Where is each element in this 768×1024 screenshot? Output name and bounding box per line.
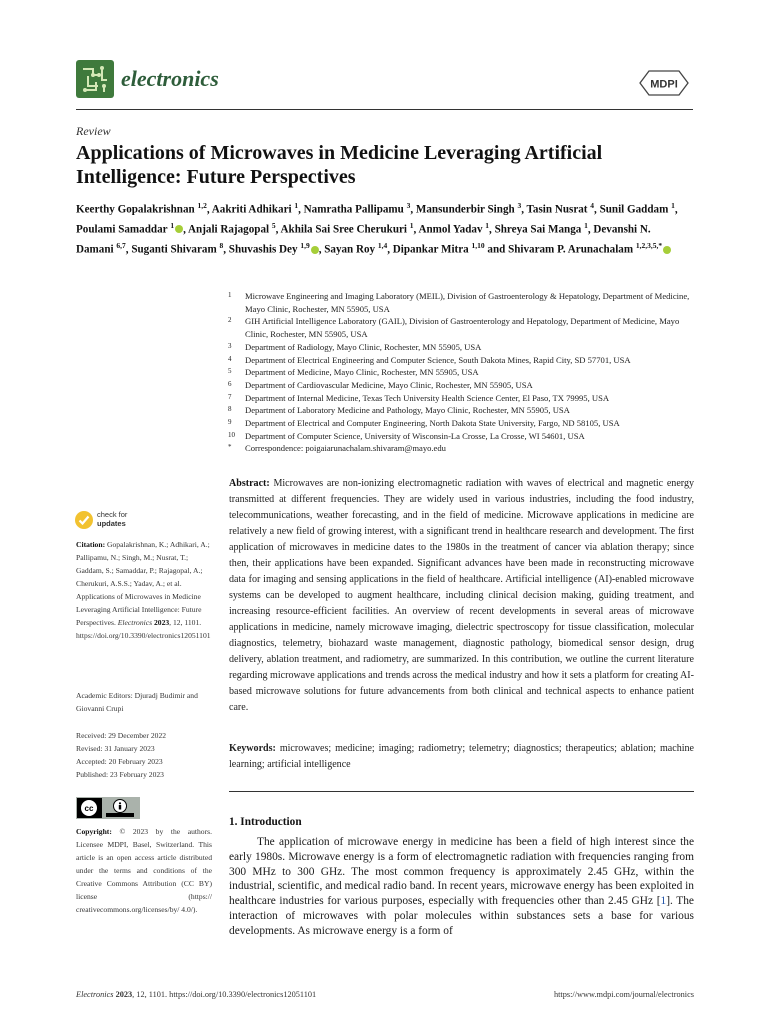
author-separator: , [674, 203, 678, 216]
citation-year: 2023 [153, 618, 170, 627]
citation-block [76, 538, 216, 642]
section-rule [229, 791, 694, 792]
author-name[interactable]: Sunil Gaddam [599, 203, 669, 216]
section-heading-introduction: 1. Introduction [229, 816, 302, 828]
citation-text: Gopalakrishnan, K.; Adhikari, A.; Pallipamu, N.; Singh, M.; Nusrat, T.; Gaddam, S.; Samaddar, P.; Rajagopal, A.; Cherukuri, A.S.S.; Yadav, A.; et al. Applications of Microwaves in Medicine Leveraging Artificial Intelligence: Future Perspectives. [76, 540, 210, 627]
author-affiliation-marker: 3 [517, 201, 522, 210]
author-name[interactable]: Devanshi N. Damani [76, 223, 651, 257]
article-title: Applications of Microwaves in Medicine Leveraging Artificial Intelligence: Future Perspectives [76, 142, 603, 188]
affiliation-number: 10 [228, 430, 235, 439]
citation-journal: Electronics [117, 618, 153, 627]
affiliation-item [228, 392, 696, 405]
affiliation-item [228, 341, 696, 354]
affiliation-item [228, 417, 696, 430]
author-affiliation-marker: 1 [170, 221, 175, 231]
affiliation-number: * [228, 443, 232, 452]
author-affiliation-marker: 1 [671, 201, 675, 210]
affiliation-item [228, 315, 696, 340]
author-affiliation-marker: 1 [485, 221, 490, 231]
author-affiliation-marker: 8 [219, 241, 224, 251]
reference-link[interactable]: 1 [660, 895, 667, 908]
citation-label: Citation: [76, 540, 106, 549]
affiliation-item [228, 366, 696, 379]
author-separator: , [413, 223, 419, 236]
author-name[interactable]: Aakriti Adhikari [211, 203, 292, 216]
affiliation-text: Department of Internal Medicine, Texas Tech University Health Science Center, El Paso, TX 79995, USA [245, 392, 610, 403]
footer-rest[interactable]: , 12, 1101. https://doi.org/10.3390/electronics12051101 [132, 990, 317, 999]
mdpi-logo-text: MDPI [650, 78, 678, 91]
mdpi-logo-icon [639, 70, 689, 96]
author-affiliation-marker: 1,9 [300, 241, 310, 251]
cc-by-license-icon[interactable] [76, 797, 140, 819]
affiliation-text: Department of Computer Science, University of Wisconsin-La Crosse, La Crosse, WI 54601, USA [245, 430, 585, 441]
check-for-updates-icon[interactable] [74, 510, 94, 530]
affiliation-item [228, 430, 696, 443]
author-separator: , [521, 203, 527, 216]
author-affiliation-marker: 5 [271, 221, 276, 231]
author-name[interactable]: Suganti Shivaram [131, 244, 217, 257]
author-separator: and [484, 244, 509, 257]
author-separator: , [387, 244, 393, 257]
academic-editors: Academic Editors: Djuradj Budimir and Giovanni Crupi [76, 691, 198, 713]
footer-citation [76, 990, 316, 999]
author-name[interactable]: Namratha Pallipamu [303, 203, 404, 216]
affiliation-number: 7 [228, 392, 232, 401]
affiliation-text: Department of Electrical and Computer Engineering, North Dakota State University, Fargo, ND 58105, USA [245, 418, 620, 429]
affiliation-text: Department of Laboratory Medicine and Pathology, Mayo Clinic, Rochester, MN 55905, USA [245, 405, 570, 416]
author-name[interactable]: Keerthy Gopalakrishnan [76, 203, 195, 216]
affiliation-text: GIH Artificial Intelligence Laboratory (GAIL), Division of Gastroenterology and Hepatology, Department of Medicine, Mayo Clinic, Rochester, MN 55905, USA [245, 316, 680, 340]
author-separator: , [489, 223, 495, 236]
affiliation-text: Department of Electrical Engineering and Computer Science, South Dakota Mines, Rapid City, SD 57701, USA [245, 354, 631, 365]
affiliation-text: Department of Radiology, Mayo Clinic, Rochester, MN 55905, USA [245, 341, 482, 352]
author-separator: , [410, 203, 416, 216]
author-affiliation-marker: 3 [406, 201, 411, 210]
abstract-text: Microwaves are non-ionizing electromagnetic radiation with waves of electrical and magnetic energy transmitted at different frequencies. They are widely used in various industries, including the food industry, telecommunications, weather forecasting, and in the field of medicine. Microwave applications in medicine are relatively a new field of growing interest, with a significant trend in healthcare research and development. The first application of microwaves in medicine dates to the 1980s in the treatment of cancer via ablation therapy; since then, their applications have been expanded. Significant advances have been made in reconstructing microwave data for imaging and sensing applications in the field of healthcare. Artificial intelligence (AI)-enabled microwave systems can be developed to augment healthcare, including clinical decision making, guiding treatment, and increasing resource-efficient facilities. An overview of recent developments in several areas of microwave applications in medicine, namely microwave imaging, dielectric spectroscopy for tissue classification, molecular diagnostics, telemetry, biohazard waste management, diagnostic pathology, biomedical sensor design, drug delivery, ablation treatment, and radiometry, are summarized. In this contribution, we outline the current literature regarding microwave applications and trends across the medical industry and how it sets a platform for creating AI-based microwave solutions for future advancements from both clinical and technical aspects to enhance patient care. [229, 478, 695, 713]
affiliation-item [228, 354, 696, 367]
author-name[interactable]: Anjali Rajagopal [188, 223, 270, 236]
copyright-label: Copyright: [76, 827, 112, 836]
dates-block [76, 729, 216, 781]
keywords-text: microwaves; medicine; imaging; radiometry; telemetry; diagnostics; therapeutics; ablation; machine learning; artificial intelligence [229, 743, 695, 770]
author-name[interactable]: Dipankar Mitra [392, 244, 469, 257]
author-affiliation-marker: 1,10 [471, 241, 485, 251]
author-affiliation-marker: 4 [590, 201, 595, 210]
author-separator: , [594, 203, 600, 216]
copyright-text: © 2023 by the authors. Licensee MDPI, Basel, Switzerland. This article is an open access article distributed under the terms and conditions of the Creative Commons Attribution (CC BY) license (https:// creativecommons.org/licenses/by/ 4.0/). [76, 827, 212, 914]
author-affiliation-marker: 1,2 [197, 201, 207, 210]
footer-year: 2023 [115, 990, 133, 999]
journal-name: electronics [121, 66, 219, 91]
check-updates-line1: check for [97, 510, 128, 519]
citation-rest[interactable]: , 12, 1101. https://doi.org/10.3390/electronics12051101 [76, 618, 211, 640]
intro-text-2: ]. The interaction of microwaves with polar molecules within substances sets a base for various developments. As microwave energy is a form of [229, 895, 694, 937]
author-name[interactable]: Akhila Sai Sree Cherukuri [280, 223, 408, 236]
affiliation-text: Department of Medicine, Mayo Clinic, Rochester, MN 55905, USA [245, 367, 479, 378]
author-name[interactable]: Mansunderbir Singh [415, 203, 515, 216]
affiliation-item [228, 379, 696, 392]
footer-journal: Electronics [76, 990, 114, 999]
abstract [229, 476, 694, 716]
orcid-icon[interactable] [311, 246, 319, 254]
author-separator: , [183, 223, 189, 236]
intro-text-1: The application of microwave energy in medicine has been a field of high interest since the early 1980s. Microwave energy is a form of electromagnetic radiation with frequencies ranging from 300 MHz to 300 GHz. The most common frequency is approximately 2.45 GHz, within the industrial, scientific, and medical radio band. In recent years, microwave energy has been exploited in healthcare industries for various purposes, especially with frequencies other than 2.45 GHz [ [229, 836, 694, 908]
introduction-paragraph [229, 835, 694, 939]
affiliation-number: 8 [228, 405, 232, 414]
affiliation-number: 3 [228, 341, 232, 350]
abstract-label: Abstract: [229, 478, 270, 489]
author-affiliation-marker: 1 [584, 221, 588, 231]
author-affiliation-marker: 1 [409, 221, 414, 231]
author-separator: , [206, 203, 212, 216]
author-separator: , [587, 223, 594, 236]
author-name[interactable]: Shuvashis Dey [228, 244, 298, 257]
author-separator: , [125, 244, 132, 257]
keywords-label: Keywords: [229, 743, 276, 754]
affiliation-item [228, 404, 696, 417]
copyright-block [76, 825, 212, 916]
svg-text:cc: cc [84, 804, 94, 813]
author-list [76, 198, 693, 259]
affiliation-number: 5 [228, 367, 232, 376]
author-name[interactable]: Poulami Samaddar [76, 223, 168, 236]
affiliation-item [228, 442, 696, 455]
author-name[interactable]: Tasin Nusrat [526, 203, 588, 216]
author-name[interactable]: Shivaram P. Arunachalam [508, 244, 634, 257]
author-affiliation-marker: 1,4 [377, 241, 388, 251]
date-received: Received: 29 December 2022 [76, 731, 167, 740]
affiliation-number: 4 [228, 354, 232, 363]
affiliation-number: 1 [228, 291, 232, 299]
author-name[interactable]: Sayan Roy [324, 244, 376, 257]
affiliation-text: Correspondence: poigaiarunachalam.shivaram@mayo.edu [245, 443, 446, 454]
affiliation-number: 6 [228, 379, 232, 388]
footer-journal-url[interactable]: https://www.mdpi.com/journal/electronics [553, 990, 694, 999]
journal-logo-icon [76, 60, 114, 98]
author-affiliation-marker: 1 [294, 201, 299, 210]
author-separator: , [318, 244, 325, 257]
date-published: Published: 23 February 2023 [76, 770, 164, 779]
affiliation-text: Department of Cardiovascular Medicine, Mayo Clinic, Rochester, MN 55905, USA [245, 379, 533, 390]
affiliation-number: 2 [228, 316, 232, 325]
article-type: Review [76, 124, 111, 138]
orcid-icon[interactable] [663, 246, 671, 254]
author-separator: , [275, 223, 281, 236]
keywords [229, 741, 694, 773]
header-rule [76, 109, 693, 110]
check-for-updates-link[interactable] [97, 510, 127, 528]
author-separator: , [298, 203, 304, 216]
author-name[interactable]: Anmol Yadav [418, 223, 483, 236]
affiliation-item [228, 290, 696, 315]
author-affiliation-marker: 1,2,3,5,* [635, 241, 663, 251]
affiliation-text: Microwave Engineering and Imaging Laboratory (MEIL), Division of Gastroenterology & Hepatology, Department of Medicine, Mayo Clinic, Rochester, MN 55905, USA [245, 291, 690, 314]
check-updates-line2: updates [97, 519, 126, 528]
author-name[interactable]: Shreya Sai Manga [494, 223, 582, 236]
date-revised: Revised: 31 January 2023 [76, 744, 155, 753]
author-separator: , [223, 244, 229, 257]
affiliations [228, 290, 696, 455]
author-affiliation-marker: 6,7 [116, 241, 126, 251]
date-accepted: Accepted: 20 February 2023 [76, 757, 163, 766]
orcid-icon[interactable] [175, 225, 183, 233]
affiliation-number: 9 [228, 418, 232, 427]
